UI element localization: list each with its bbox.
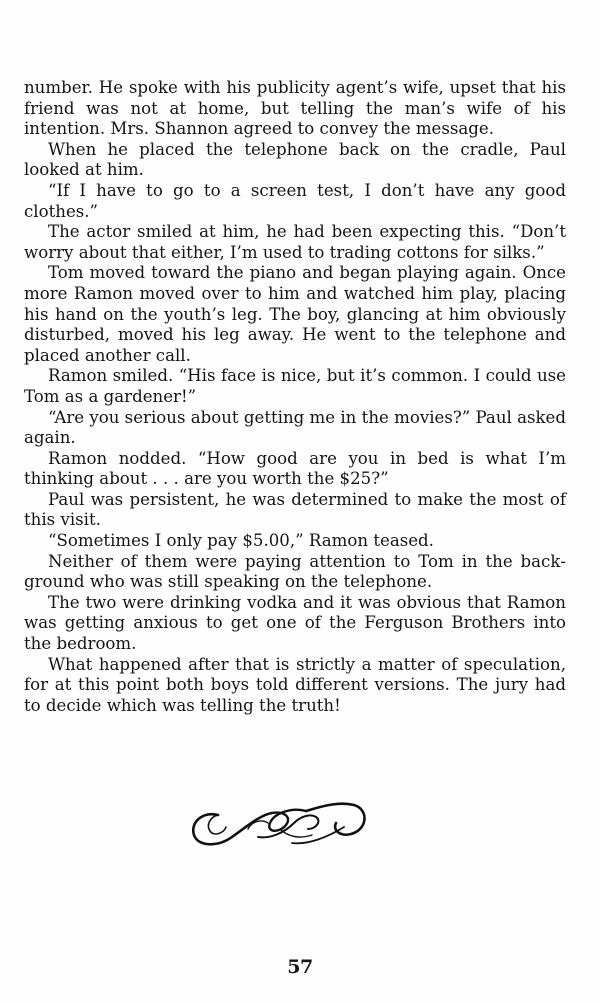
paragraph: Ramon nodded. “How good are you in bed is what I’m thinking about . . . are you worth the $25?” xyxy=(24,448,566,489)
paragraph: “Sometimes I only pay $5.00,” Ramon teased. xyxy=(48,531,434,551)
flourish-ornament-icon xyxy=(188,793,370,855)
page-number: 57 xyxy=(287,956,313,978)
body-text xyxy=(24,78,566,716)
paragraph: “If I have to go to a screen test, I don’t have any good clothes.” xyxy=(24,180,566,221)
paragraph: Neither of them were paying attention to Tom in the background who was still speaking on the telephone. xyxy=(24,551,566,592)
paragraph: When he placed the telephone back on the cradle, Paul looked at him. xyxy=(24,139,566,180)
paragraph: number. He spoke with his publicity agent’s wife, upset that his friend was not at home, but telling the man’s wife of his intention. Mrs. Shannon agreed to convey the message. xyxy=(24,78,566,139)
paragraph: Ramon smiled. “His face is nice, but it’s common. I could use Tom as a gardener!” xyxy=(24,366,566,406)
paragraph: Tom moved toward the piano and began playing again. Once more Ramon moved over to him and watched him play, placing his hand on the youth’s leg. The boy, glancing at him obviously disturbed, moved his leg away. He went to the telephone and placed another call. xyxy=(24,263,566,365)
paragraph: The actor smiled at him, he had been expecting this. “Don’t worry about that either, I’m used to trading cottons for silks.” xyxy=(24,222,566,262)
paragraph: The two were drinking vodka and it was obvious that Ramon was getting anxious to get one of the Ferguson Brothers into the bedroom. xyxy=(24,592,566,654)
paragraph: “Are you serious about getting me in the movies?” Paul asked again. xyxy=(24,407,566,448)
paragraph: Paul was persistent, he was determined to make the most of this visit. xyxy=(24,489,566,530)
paragraph: What happened after that is strictly a matter of speculation, for at this point both boys told different versions. The jury had to decide which was telling the truth! xyxy=(24,654,566,715)
